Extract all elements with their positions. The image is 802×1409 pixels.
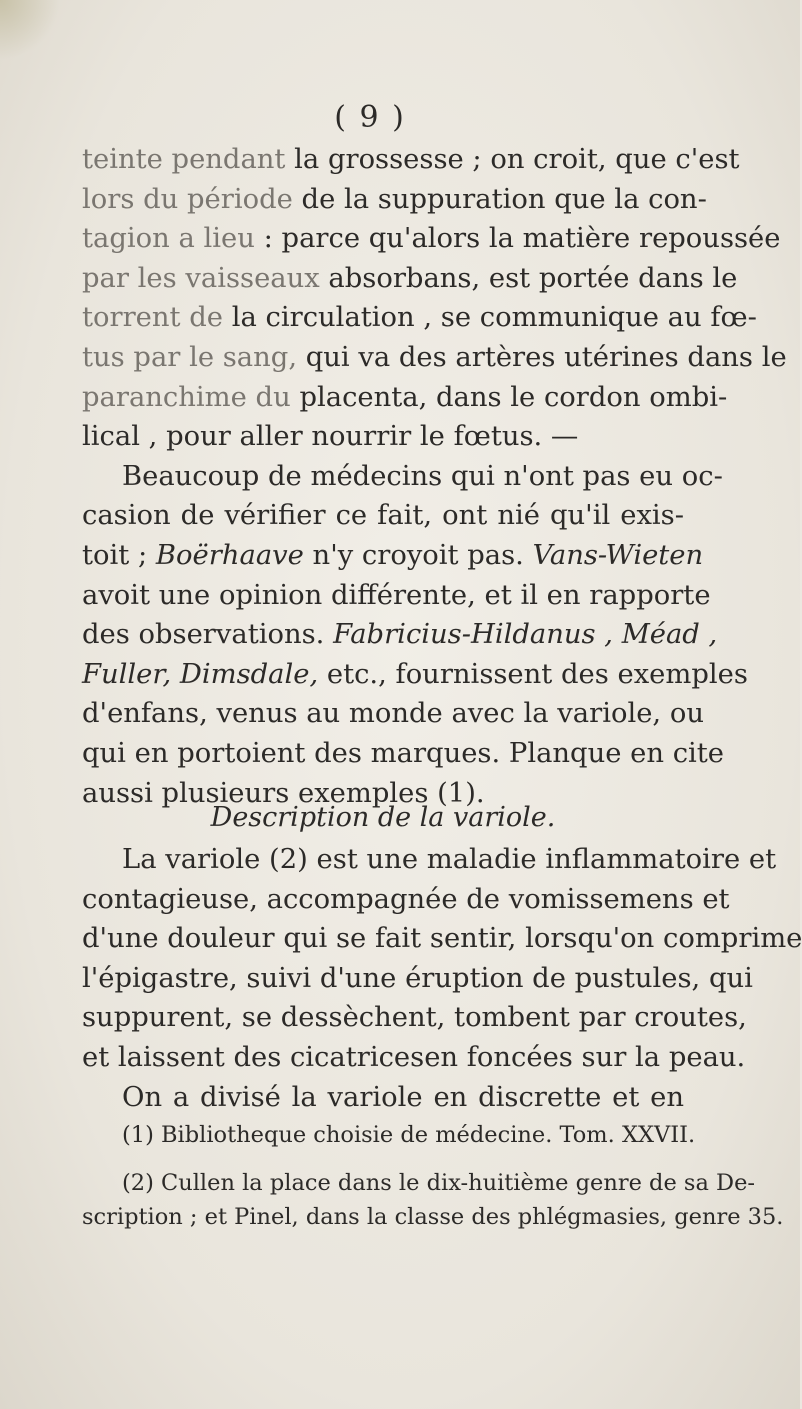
text-line: des observations. Fabricius-Hildanus , Méad , (82, 619, 718, 651)
text-line: casion de vérifier ce fait, ont nié qu'il exis- (82, 500, 684, 532)
text-line: teinte pendant la grossesse ; on croit, que c'est (82, 144, 740, 175)
text-line: lical , pour aller nourrir le fœtus. — (82, 421, 579, 453)
footnote-1: (1) Bibliotheque choisie de médecine. Tom. XXVII. (122, 1122, 696, 1148)
corner-stain (0, 0, 60, 60)
text-line: d'enfans, venus au monde avec la variole, ou (82, 698, 704, 730)
text-line: Beaucoup de médecins qui n'ont pas eu oc- (122, 460, 723, 492)
text-line: Fuller, Dimsdale, etc., fournissent des exemples (82, 658, 748, 690)
footnote-2-cont: scription ; et Pinel, dans la classe des phlégmasies, genre 35. (82, 1204, 784, 1230)
text-line: tus par le sang, qui va des artères utérines dans le (82, 341, 787, 373)
text-line: contagieuse, accompagnée de vomissemens et (82, 883, 730, 915)
paragraph-description (82, 840, 802, 1117)
text-line: d'une douleur qui se fait sentir, lorsqu'on comprime (82, 923, 802, 955)
text-line: l'épigastre, suivi d'une éruption de pustules, qui (82, 962, 753, 994)
text-line: toit ; Boërhaave n'y croyoit pas. Vans-Wieten (82, 539, 704, 571)
text-line: paranchime du placenta, dans le cordon ombi- (82, 381, 728, 413)
page-number: ( 9 ) (334, 100, 406, 135)
text-line: tagion a lieu : parce qu'alors la matière repoussée (82, 223, 781, 255)
footnotes (82, 1118, 784, 1234)
text-line: La variole (2) est une maladie inflammatoire et (122, 844, 777, 875)
text-line: lors du période de la suppuration que la con- (82, 183, 707, 215)
paragraph-continuation (82, 140, 787, 813)
text-line: aussi plusieurs exemples (1). (82, 777, 485, 809)
footnote-2: (2) Cullen la place dans le dix-huitième genre de sa De- (122, 1170, 755, 1196)
text-line: avoit une opinion différente, et il en rapporte (82, 579, 711, 611)
text-line: et laissent des cicatricesen foncées sur la peau. (82, 1041, 746, 1073)
text-line: qui en portoient des marques. Planque en cite (82, 737, 725, 769)
text-line: torrent de la circulation , se communique au fœ- (82, 302, 757, 334)
text-line: par les vaisseaux absorbans, est portée dans le (82, 262, 738, 294)
text-line: suppurent, se dessèchent, tombent par croutes, (82, 1002, 747, 1034)
section-heading: Description de la variole. (210, 802, 556, 833)
text-line: On a divisé la variole en discrette et en (122, 1081, 684, 1113)
